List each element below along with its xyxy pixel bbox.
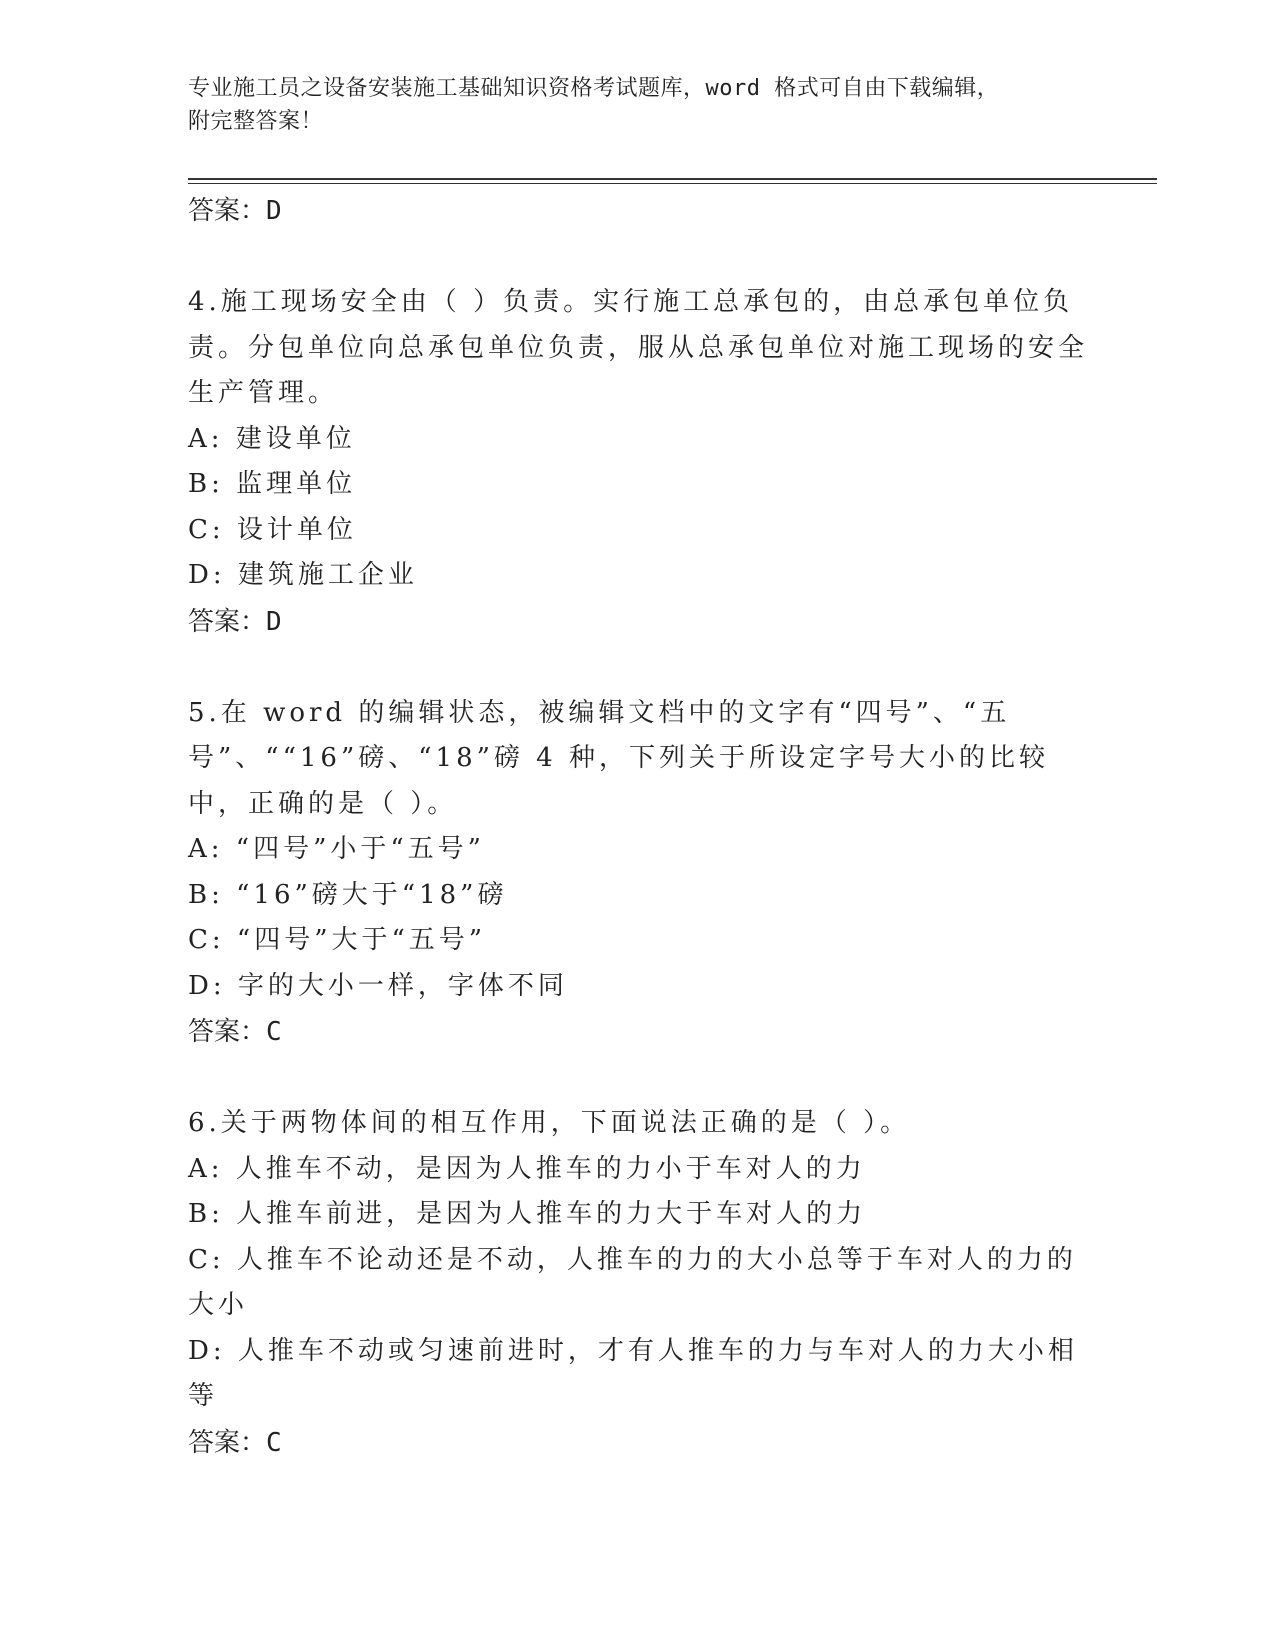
document-header: [188, 72, 1068, 138]
answer-label: 答案：C: [188, 1427, 282, 1458]
answer-label: 答案：D: [188, 196, 282, 226]
option-d: D: 建筑施工企业: [188, 560, 418, 590]
option-c: C: 设计单位: [188, 514, 357, 545]
option-d: D: 人推车不动或匀速前进时，才有人推车的力与车对人的力大小相等: [188, 1335, 1078, 1411]
option-b: B: “16”磅大于“18”磅: [188, 879, 508, 910]
question-4: [188, 280, 1088, 645]
answer-label: 答案：D: [188, 606, 282, 637]
option-a: A: 建设单位: [188, 423, 356, 454]
question-stem: 4.施工现场安全由（ ）负责。实行施工总承包的，由总承包单位负责。分包单位向总承包单位负责，服从总承包单位对施工现场的安全生产管理。: [188, 287, 1089, 408]
answer-label: 答案：C: [188, 1017, 282, 1047]
option-d: D: 字的大小一样，字体不同: [188, 970, 568, 1001]
option-b: B: 人推车前进，是因为人推车的力大于车对人的力: [188, 1199, 867, 1229]
header-rule-thick: [188, 178, 1157, 180]
header-rule-thin: [188, 183, 1157, 184]
question-6: [188, 1101, 1088, 1466]
document-body: [188, 188, 1088, 1466]
header-line-1: 专业施工员之设备安装施工基础知识资格考试题库，word 格式可自由下载编辑，: [188, 76, 1000, 101]
question-stem: 5.在 word 的编辑状态，被编辑文档中的文字有“四号”、“五号”、““16”磅、“18”磅 4 种，下列关于所设定字号大小的比较中，正确的是（ ）。: [188, 697, 1049, 819]
question-5: [188, 691, 1088, 1056]
option-c: C: “四号”大于“五号”: [188, 925, 487, 955]
option-a: A: “四号”小于“五号”: [188, 834, 485, 864]
option-b: B: 监理单位: [188, 469, 357, 499]
option-c: C: 人推车不论动还是不动，人推车的力的大小总等于车对人的力的大小: [188, 1244, 1077, 1320]
option-a: A: 人推车不动，是因为人推车的力小于车对人的力: [188, 1153, 866, 1184]
header-line-2: 附完整答案！: [188, 109, 324, 134]
question-stem: 6.关于两物体间的相互作用，下面说法正确的是（ ）。: [188, 1108, 911, 1138]
